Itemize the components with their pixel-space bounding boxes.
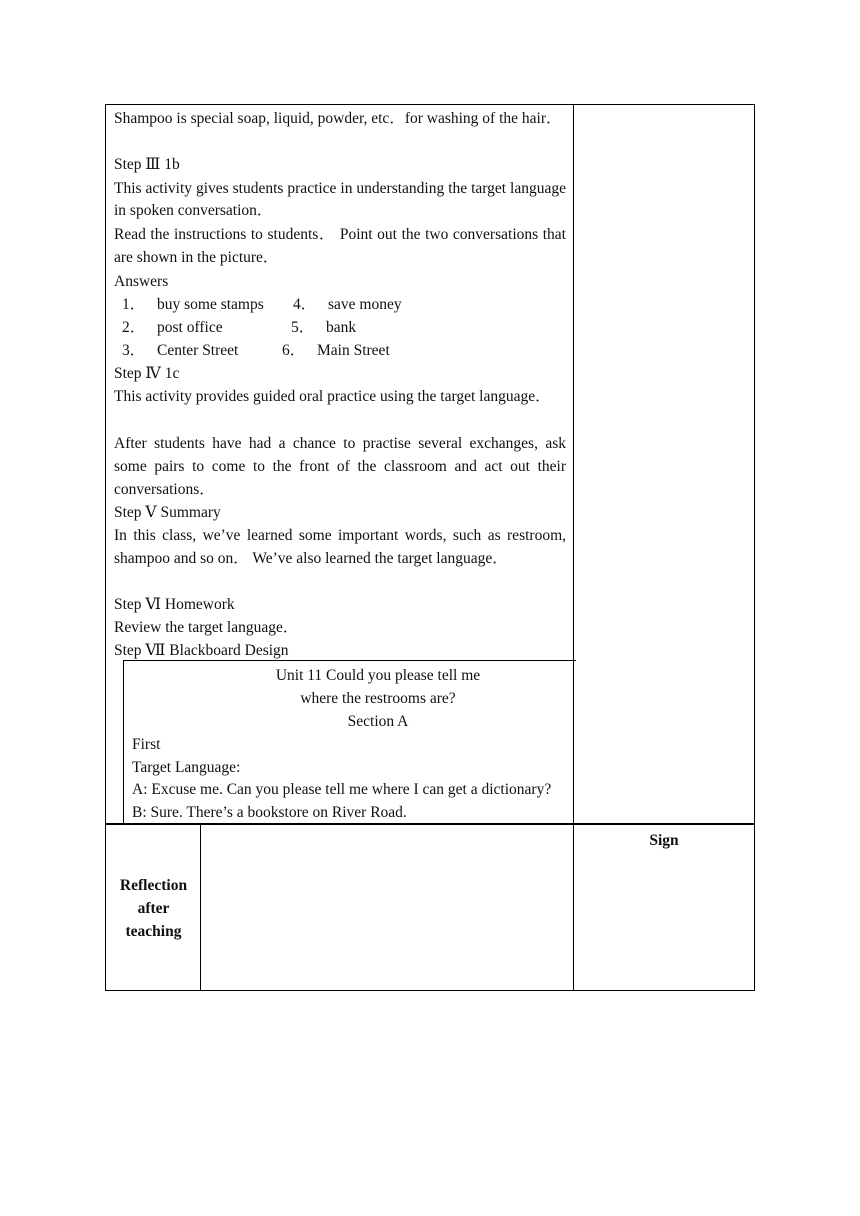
step5-title: Step Ⅴ Summary [114, 504, 221, 521]
shampoo-definition: Shampoo is special soap, liquid, powder, etc．for washing of the hair． [114, 110, 562, 127]
reflection-line2: after [137, 900, 170, 917]
step6-description: Review the target language． [114, 619, 299, 636]
blackboard-title-line1: Unit 11 Could you please tell me [275, 667, 481, 684]
table-top-border [105, 104, 755, 105]
answer-num-2: 2． [122, 319, 146, 336]
step4-title: Step Ⅳ 1c [114, 365, 180, 382]
sign-label: Sign [649, 832, 679, 849]
step4-instructions: After students have had a chance to practise several exchanges, ask some pairs to come to the front of the classroom and act out their conversations． [114, 435, 566, 498]
table-right-border [754, 104, 755, 991]
blackboard-target-label: Target Language: [132, 759, 241, 776]
blackboard-line-b: B: Sure. There’s a bookstore on River Road. [132, 804, 407, 821]
table-middle-divider [573, 104, 574, 991]
reflection-line3: teaching [125, 923, 182, 940]
step3-description: This activity gives students practice in understanding the target language in spoken conversation． [114, 180, 566, 219]
step4-description: This activity provides guided oral practice using the target language． [114, 388, 551, 405]
answer-text-3: Center Street [157, 342, 239, 359]
step7-title: Step Ⅶ Blackboard Design [114, 642, 289, 659]
table-bottom-border [105, 990, 755, 991]
step6-title: Step Ⅵ Homework [114, 596, 235, 613]
blackboard-first: First [132, 736, 161, 753]
blackboard-design-box [123, 660, 576, 825]
reflection-line1: Reflection [119, 877, 188, 894]
step3-title: Step Ⅲ 1b [114, 156, 180, 173]
answer-text-6: Main Street [317, 342, 390, 359]
answer-text-2: post office [157, 319, 223, 336]
table-left-border [105, 104, 106, 991]
blackboard-line-a: A: Excuse me. Can you please tell me where I can get a dictionary? [132, 781, 552, 798]
step5-description: In this class, we’ve learned some important words, such as restroom, shampoo and so on． We’ve also learned the target language． [114, 527, 566, 567]
answers-label: Answers [114, 273, 169, 290]
answer-num-1: 1． [122, 296, 146, 313]
answer-text-5: bank [326, 319, 357, 336]
answer-num-6: 6． [282, 342, 306, 359]
blackboard-section: Section A [347, 713, 409, 730]
answer-num-3: 3． [122, 342, 146, 359]
answer-text-1: buy some stamps [157, 296, 264, 313]
step3-instructions: Read the instructions to students． Point out the two conversations that are shown in the picture． [114, 226, 566, 266]
reflection-label [106, 874, 201, 943]
answer-num-4: 4． [293, 296, 317, 313]
blackboard-title-line2: where the restrooms are? [300, 690, 456, 707]
answer-text-4: save money [328, 296, 402, 313]
answer-num-5: 5． [291, 319, 315, 336]
